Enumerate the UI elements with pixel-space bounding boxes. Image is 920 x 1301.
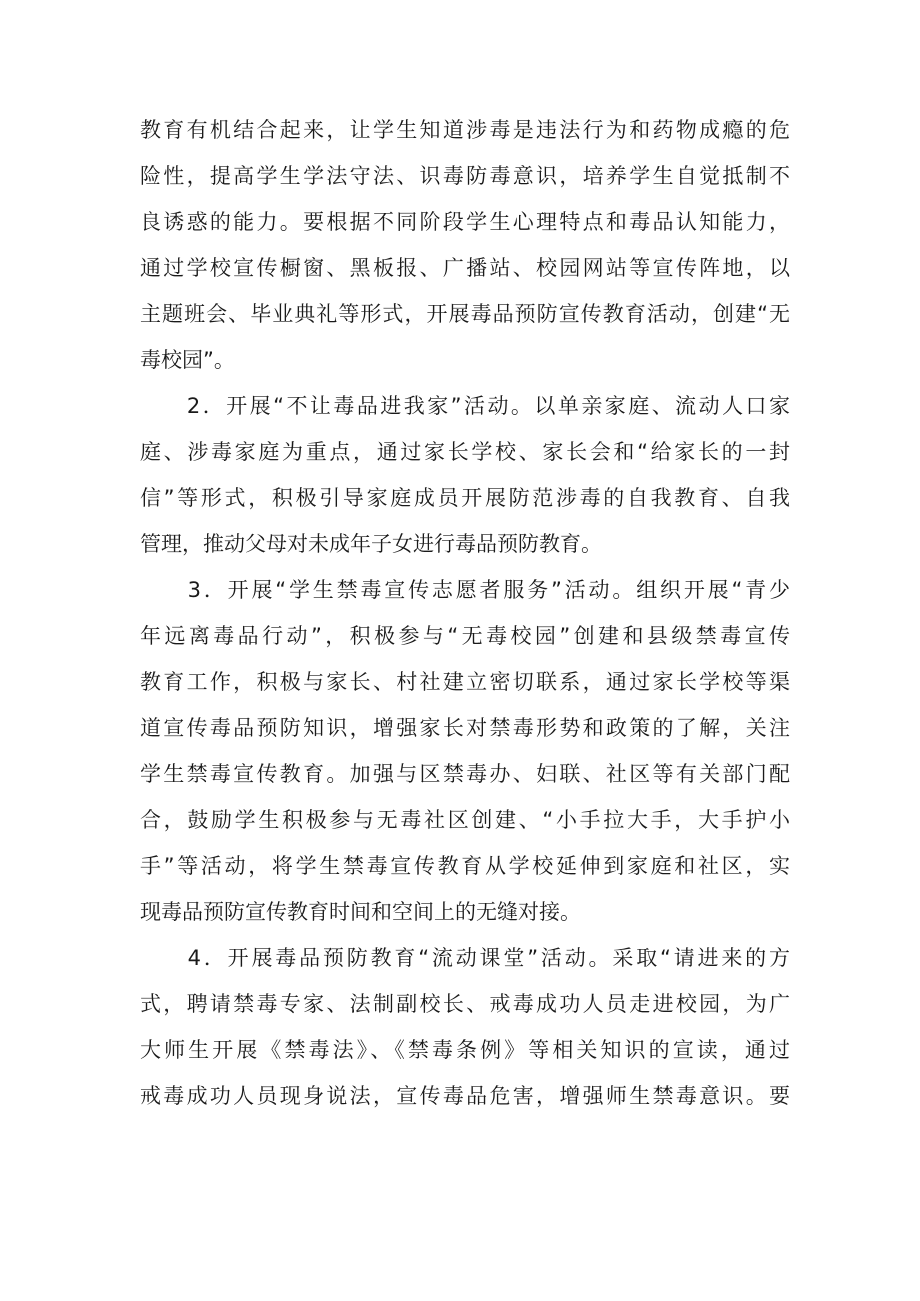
document-body: [140, 107, 790, 1119]
text-line: 式，聘请禁毒专家、法制副校长、戒毒成功人员走进校园，为广: [140, 992, 790, 1016]
text-line: 戒毒成功人员现身说法，宣传毒品危害，增强师生禁毒意识。要: [140, 1084, 790, 1108]
text-line: 通过学校宣传橱窗、黑板报、广播站、校园网站等宣传阵地，以: [140, 256, 790, 280]
text-line: 良诱惑的能力。要根据不同阶段学生心理特点和毒品认知能力，: [140, 210, 790, 234]
text-line: 管理，推动父母对未成年子女进行毒品预防教育。: [140, 532, 602, 556]
text-line: 险性，提高学生学法守法、识毒防毒意识，培养学生自觉抵制不: [140, 164, 790, 188]
text-line: 道宣传毒品预防知识，增强家长对禁毒形势和政策的了解，关注: [140, 716, 790, 740]
text-line: 信”等形式，积极引导家庭成员开展防范涉毒的自我教育、自我: [140, 486, 790, 510]
paragraph-school-education: [140, 107, 790, 383]
text-line: 手”等活动，将学生禁毒宣传教育从学校延伸到家庭和社区，实: [140, 854, 790, 878]
text-line: 4．开展毒品预防教育“流动课堂”活动。采取“请进来的方: [140, 946, 790, 970]
text-line: 主题班会、毕业典礼等形式，开展毒品预防宣传教育活动，创建“无: [140, 302, 790, 326]
text-line: 大师生开展《禁毒法》、《禁毒条例》等相关知识的宣读，通过: [140, 1038, 790, 1062]
text-line: 合，鼓励学生积极参与无毒社区创建、“小手拉大手，大手护小: [140, 808, 790, 832]
text-line: 年远离毒品行动”，积极参与“无毒校园”创建和县级禁毒宣传: [140, 624, 790, 648]
paragraph-item-3: [140, 567, 790, 935]
paragraph-item-4: [140, 935, 790, 1119]
text-line: 学生禁毒宣传教育。加强与区禁毒办、妇联、社区等有关部门配: [140, 762, 790, 786]
text-line: 3．开展“学生禁毒宣传志愿者服务”活动。组织开展“青少: [140, 578, 790, 602]
text-line: 毒校园”。: [140, 348, 235, 372]
text-line: 2．开展“不让毒品进我家”活动。以单亲家庭、流动人口家: [140, 394, 790, 418]
paragraph-item-2: [140, 383, 790, 567]
text-line: 庭、涉毒家庭为重点，通过家长学校、家长会和“给家长的一封: [140, 440, 790, 464]
text-line: 教育工作，积极与家长、村社建立密切联系，通过家长学校等渠: [140, 670, 790, 694]
text-line: 教育有机结合起来，让学生知道涉毒是违法行为和药物成瘾的危: [140, 118, 790, 142]
text-line: 现毒品预防宣传教育时间和空间上的无缝对接。: [140, 900, 581, 924]
